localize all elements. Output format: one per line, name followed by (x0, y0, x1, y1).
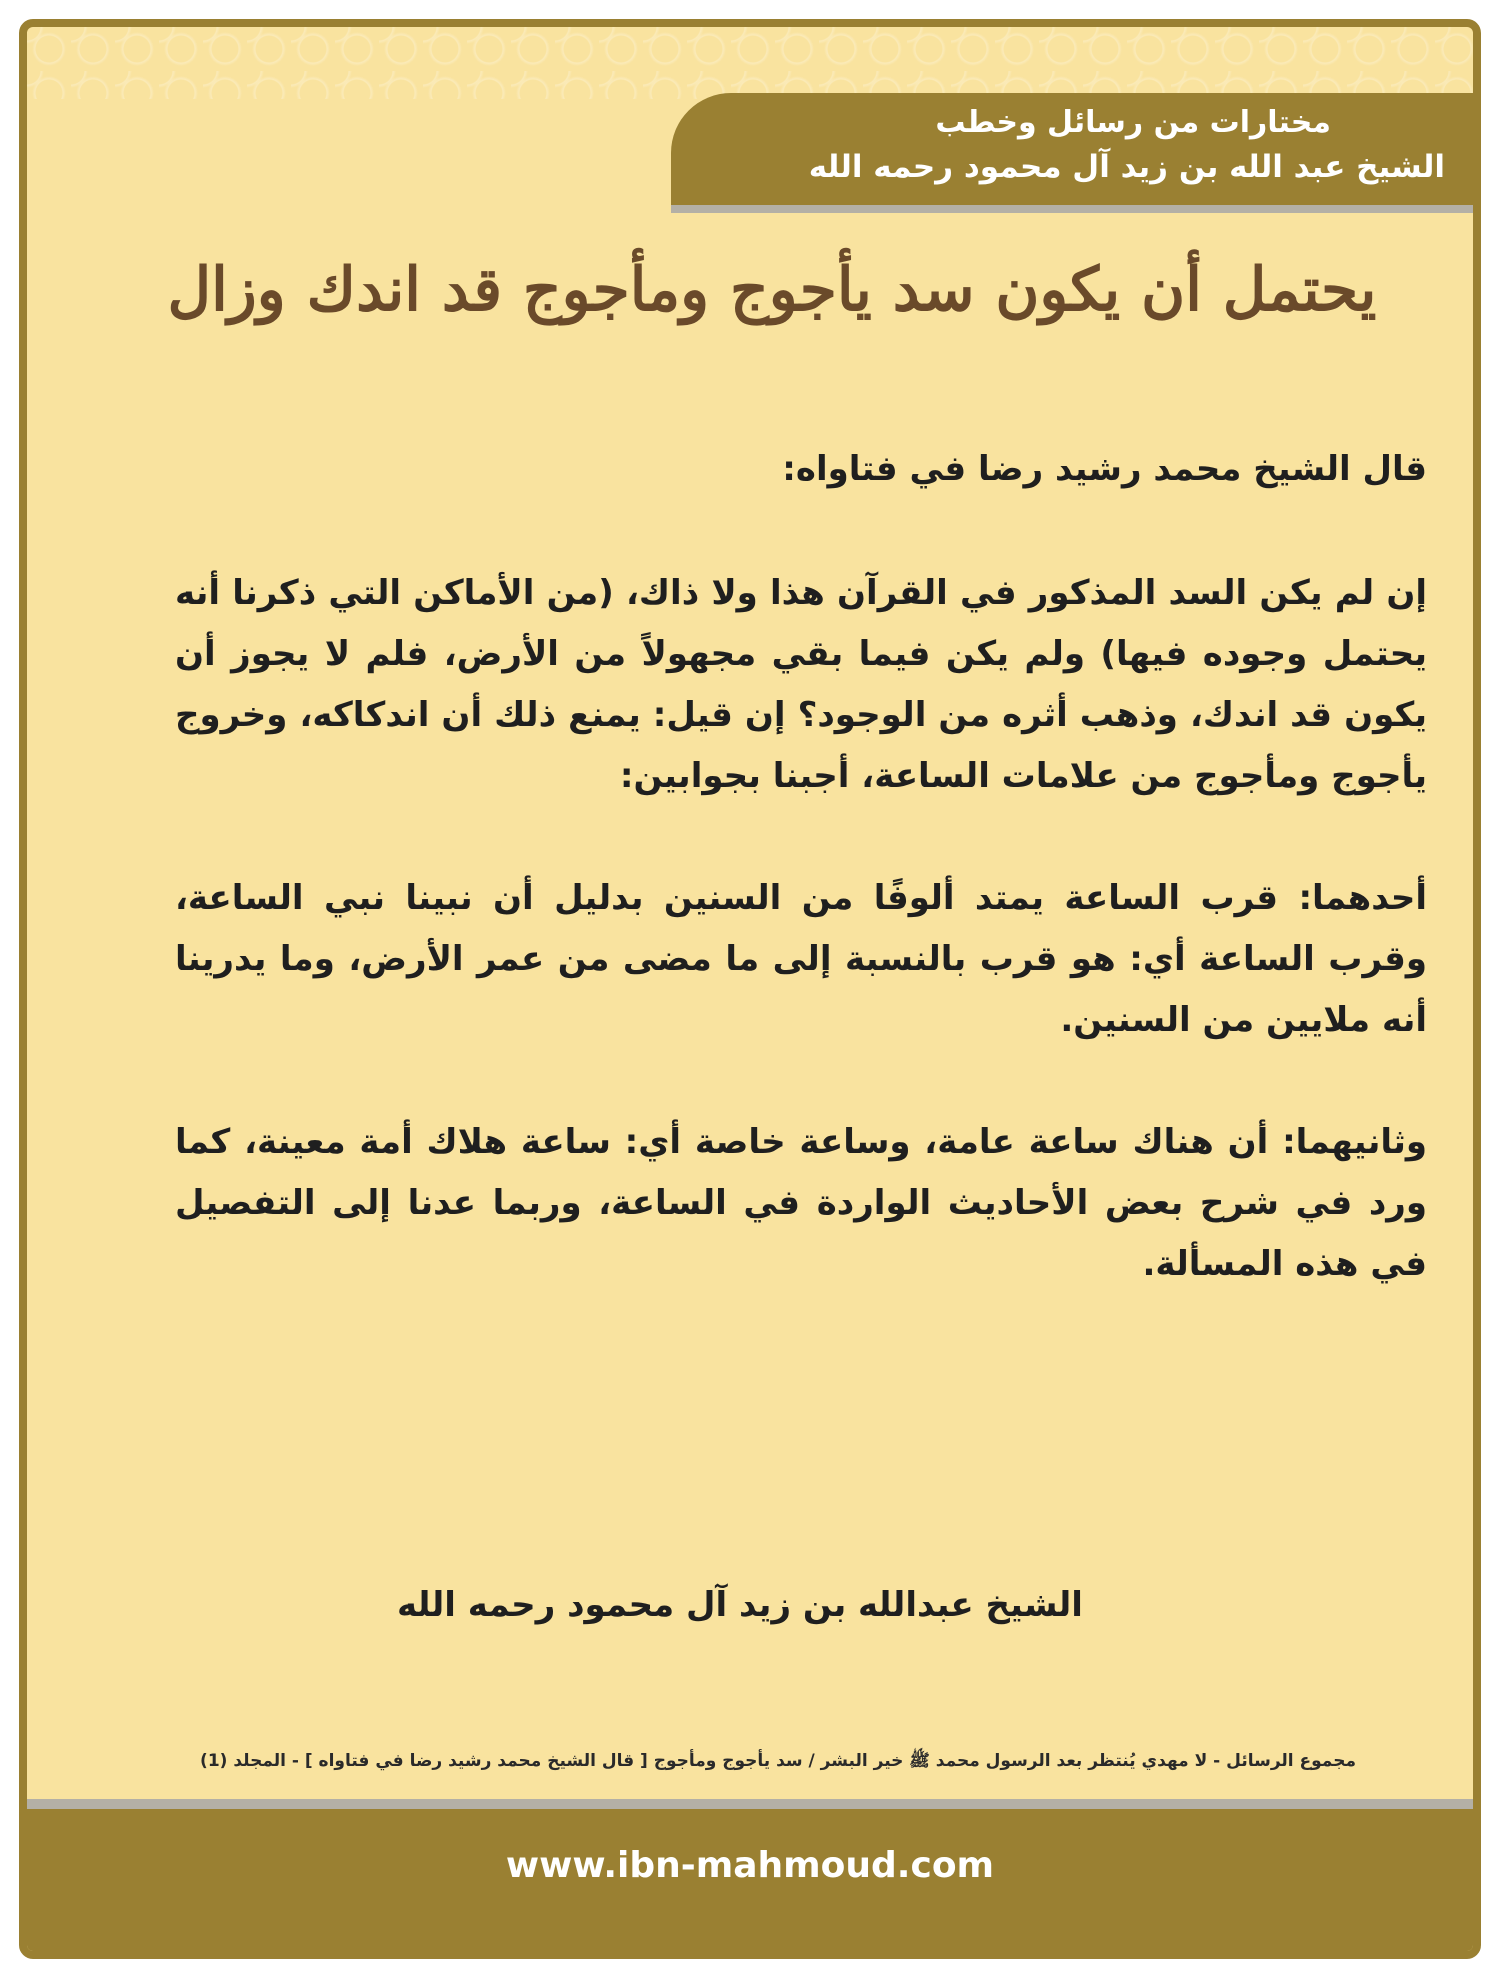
footer-bar (27, 1799, 1473, 1951)
page-frame (19, 19, 1481, 1959)
signature: الشيخ عبدالله بن زيد آل محمود رحمه الله (397, 1585, 1083, 1625)
header-series-title: مختارات من رسائل وخطب (935, 105, 1331, 140)
article-body (175, 439, 1427, 1356)
header-band (671, 93, 1481, 205)
source-citation: مجموع الرسائل - لا مهدي يُنتظر بعد الرسول محمد ﷺ خير البشر / سد يأجوج ومأجوج [ قال الشيخ محمد رشيد رضا في فتاواه ] - المجلد (1) (200, 1751, 1356, 1771)
intro-line: قال الشيخ محمد رشيد رضا في فتاواه: (782, 449, 1427, 489)
paragraph-2: أحدهما: قرب الساعة يمتد ألوفًا من السنين بدليل أن نبينا نبي الساعة، وقرب الساعة أي: هو قرب بالنسبة إلى ما مضى من عمر الأرض، وما يدرينا أنه ملايين من السنين. (175, 878, 1427, 1040)
header-author: الشيخ عبد الله بن زيد آل محمود رحمه الله (808, 149, 1445, 185)
decorative-pattern (27, 27, 1473, 99)
website-link[interactable]: www.ibn-mahmoud.com (505, 1845, 995, 1886)
paragraph-3: وثانيهما: أن هناك ساعة عامة، وساعة خاصة أي: ساعة هلاك أمة معينة، كما ورد في شرح بعض الأحاديث الواردة في الساعة، وربما عدنا إلى التفصيل في هذه المسألة. (175, 1122, 1427, 1284)
paragraph-1: إن لم يكن السد المذكور في القرآن هذا ولا ذاك، (من الأماكن التي ذكرنا أنه يحتمل وجوده فيها) ولم يكن فيما بقي مجهولاً من الأرض، فلم لا يجوز أن يكون قد اندك، وذهب أثره من الوجود؟ إن قيل: يمنع ذلك أن اندكاكه، وخروج يأجوج ومأجوج من علامات الساعة، أجبنا بجوابين: (175, 573, 1427, 796)
article-title: يحتمل أن يكون سد يأجوج ومأجوج قد اندك وزال (167, 255, 1377, 325)
